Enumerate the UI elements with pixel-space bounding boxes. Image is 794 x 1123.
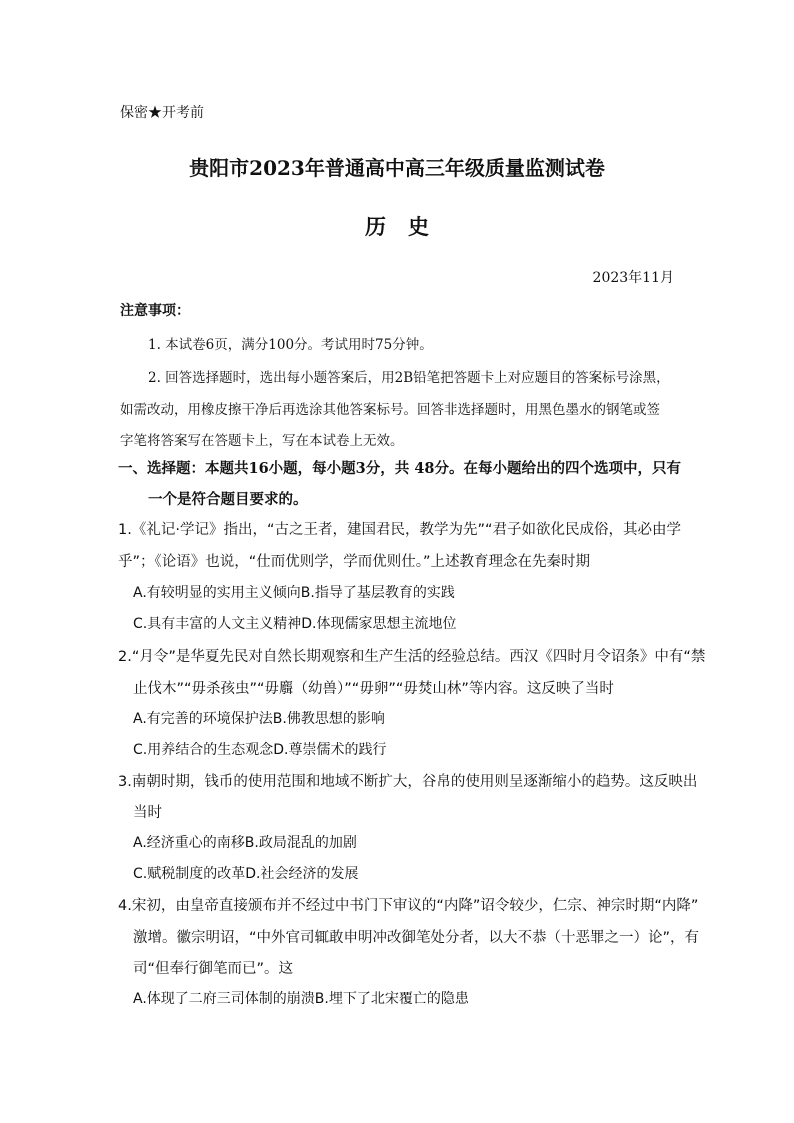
question-4-line-2: 激增。徽宗明诏，“中外官司辄敢申明冲改御笔处分者，以大不恭（十恶罪之一）论”，有 bbox=[133, 930, 700, 946]
question-2-line-2: 止伐木”“毋杀孩虫”“毋麛（幼兽）”“毋卵”“毋焚山林”等内容。这反映了当时 bbox=[133, 681, 614, 697]
question-2-options-cd: C.用养结合的生态观念D.尊崇儒术的践行 bbox=[133, 742, 387, 758]
question-4-line-1: 4.宋初，由皇帝直接颁布并不经过中书门下审议的“内降”诏令较少，仁宗、神宗时期“内降” bbox=[118, 898, 699, 914]
subject-title: 历史 bbox=[365, 214, 451, 239]
exam-title: 贵阳市2023年普通高中高三年级质量监测试卷 bbox=[189, 156, 605, 180]
notice-heading: 注意事项： bbox=[120, 303, 190, 319]
question-1-line-2: 乎”；《论语》也说，“仕而优则学，学而优则仕。”上述教育理念在先秦时期 bbox=[118, 554, 591, 570]
question-4-options-ab: A.体现了二府三司体制的崩溃B.埋下了北宋覆亡的隐患 bbox=[133, 991, 469, 1007]
section-heading-line-2: 一个是符合题目要求的。 bbox=[148, 491, 308, 508]
question-4-line-3: 司“但奉行御笔而已”。这 bbox=[133, 961, 294, 977]
section-heading-line-1: 一、选择题：本题共16小题，每小题3分，共 48分。在每小题给出的四个选项中，只有 bbox=[118, 460, 681, 477]
question-3-line-2: 当时 bbox=[133, 805, 162, 821]
question-1-options-ab: A.有较明显的实用主义倾向B.指导了基层教育的实践 bbox=[133, 585, 455, 601]
question-1-options-cd: C.具有丰富的人文主义精神D.体现儒家思想主流地位 bbox=[133, 616, 457, 632]
exam-date: 2023年11月 bbox=[592, 270, 674, 286]
notice-item-1: 1. 本试卷6页，满分100分。考试用时75分钟。 bbox=[148, 337, 433, 353]
question-1-line-1: 1.《礼记·学记》指出，“古之王者，建国君民，教学为先”“君子如欲化民成俗，其必由学 bbox=[118, 522, 681, 538]
question-2-line-1: 2.“月令”是华夏先民对自然长期观察和生产生活的经验总结。西汉《四时月令诏条》中有“禁 bbox=[118, 649, 706, 665]
question-2-options-ab: A.有完善的环境保护法B.佛教思想的影响 bbox=[133, 711, 385, 727]
question-3-options-ab: A.经济重心的南移B.政局混乱的加剧 bbox=[133, 835, 357, 851]
notice-item-2-line-2: 如需改动，用橡皮擦干净后再选涂其他答案标号。回答非选择题时，用黑色墨水的钢笔或签 bbox=[120, 402, 660, 418]
notice-item-2-line-3: 字笔将答案写在答题卡上，写在本试卷上无效。 bbox=[120, 433, 404, 449]
notice-item-2-line-1: 2. 回答选择题时，选出每小题答案后，用2B铅笔把答题卡上对应题目的答案标号涂黑， bbox=[148, 370, 670, 386]
question-3-options-cd: C.赋税制度的改革D.社会经济的发展 bbox=[133, 866, 359, 882]
confidential-label: 保密★开考前 bbox=[120, 105, 204, 121]
question-3-line-1: 3.南朝时期，钱币的使用范围和地域不断扩大，谷帛的使用则呈逐渐缩小的趋势。这反映出 bbox=[118, 774, 698, 790]
